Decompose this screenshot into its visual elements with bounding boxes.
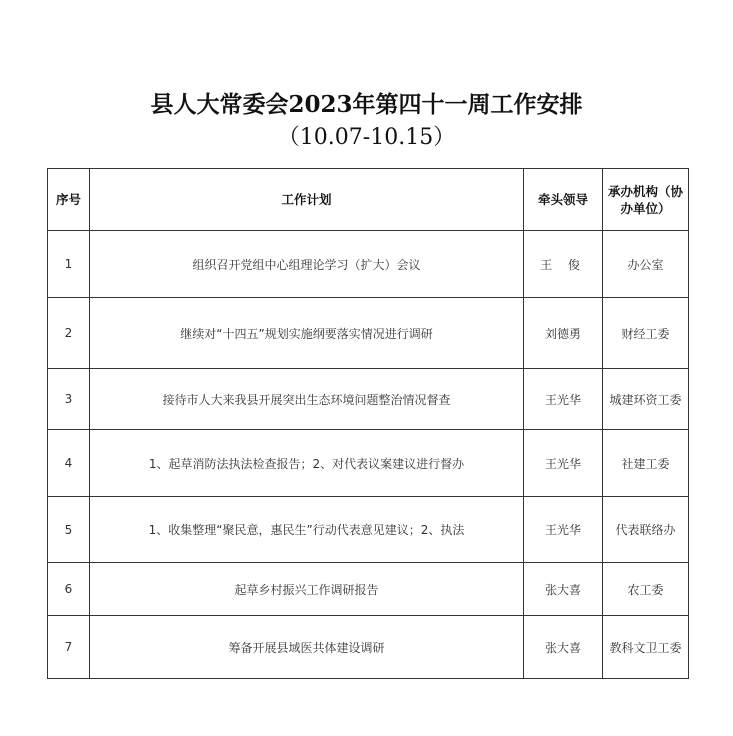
table-row — [48, 430, 689, 497]
table-row — [48, 298, 689, 369]
table-row — [48, 231, 689, 298]
cell-plan: 筹备开展县域医共体建设调研 — [90, 616, 524, 679]
cell-org: 办公室 — [603, 231, 689, 298]
table-header-row — [48, 169, 689, 231]
cell-plan: 接待市人大来我县开展突出生态环境问题整治情况督查 — [90, 369, 524, 430]
cell-lead: 王光华 — [524, 497, 603, 563]
cell-lead: 刘德勇 — [524, 298, 603, 369]
cell-lead: 张大喜 — [524, 616, 603, 679]
cell-org: 农工委 — [603, 563, 689, 616]
document-title: 县人大常委会2023年第四十一周工作安排 — [150, 91, 583, 118]
cell-no: 7 — [48, 616, 90, 679]
cell-plan: 1、起草消防法执法检查报告；2、对代表议案建议进行督办 — [90, 430, 524, 497]
cell-lead: 王 俊 — [524, 231, 603, 298]
cell-org: 教科文卫工委 — [603, 616, 689, 679]
cell-plan: 继续对“十四五”规划实施纲要落实情况进行调研 — [90, 298, 524, 369]
cell-no: 6 — [48, 563, 90, 616]
header-plan: 工作计划 — [90, 169, 524, 231]
cell-org: 财经工委 — [603, 298, 689, 369]
cell-plan: 组织召开党组中心组理论学习（扩大）会议 — [90, 231, 524, 298]
cell-plan: 1、收集整理“聚民意，惠民生”行动代表意见建议；2、执法 — [90, 497, 524, 563]
cell-org: 代表联络办 — [603, 497, 689, 563]
cell-no: 4 — [48, 430, 90, 497]
header-org: 承办机构（协办单位） — [603, 169, 689, 231]
cell-plan: 起草乡村振兴工作调研报告 — [90, 563, 524, 616]
cell-lead: 王光华 — [524, 369, 603, 430]
document-date-range: （10.07-10.15） — [277, 125, 456, 150]
cell-no: 3 — [48, 369, 90, 430]
work-schedule-table — [47, 168, 689, 679]
cell-lead: 张大喜 — [524, 563, 603, 616]
table-row — [48, 616, 689, 679]
table-row — [48, 563, 689, 616]
cell-no: 1 — [48, 231, 90, 298]
table-row — [48, 369, 689, 430]
header-lead: 牵头领导 — [524, 169, 603, 231]
cell-no: 2 — [48, 298, 90, 369]
header-no: 序号 — [48, 169, 90, 231]
cell-lead: 王光华 — [524, 430, 603, 497]
cell-no: 5 — [48, 497, 90, 563]
cell-org: 社建工委 — [603, 430, 689, 497]
table-row — [48, 497, 689, 563]
cell-org: 城建环资工委 — [603, 369, 689, 430]
